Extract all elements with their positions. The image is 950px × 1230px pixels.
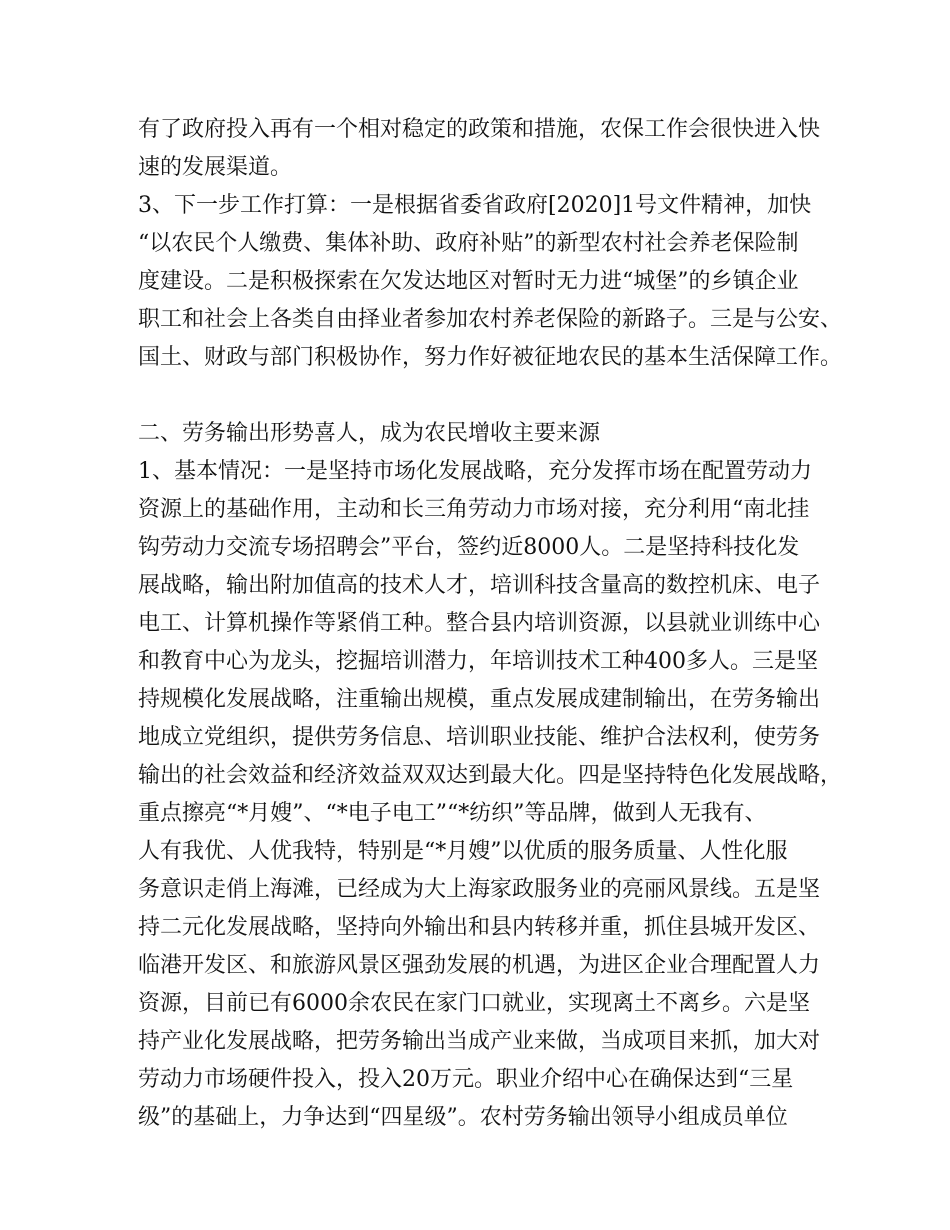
text-line: 资源上的基础作用，主动和长三角劳动力市场对接，充分利用“南北挂 xyxy=(138,497,810,522)
text-line: 地成立党组织，提供劳务信息、培训职业技能、维护合法权利，使劳务 xyxy=(138,725,821,750)
text-line: 输出的社会效益和经济效益双双达到最大化。四是坚持特色化发展战略， xyxy=(138,763,843,788)
text-line: 持产业化发展战略，把劳务输出当成产业来做，当成项目来抓，加大对 xyxy=(138,1029,821,1054)
text-line: 展战略，输出附加值高的技术人才，培训科技含量高的数控机床、电子 xyxy=(138,573,821,598)
text-line: 1、基本情况：一是坚持市场化发展战略，充分发挥市场在配置劳动力 xyxy=(138,459,812,484)
text-line: 持二元化发展战略，坚持向外输出和县内转移并重，抓住县城开发区、 xyxy=(138,915,821,940)
text-line: 电工、计算机操作等紧俏工种。整合县内培训资源，以县就业训练中心 xyxy=(138,611,821,636)
text-line: 有了政府投入再有一个相对稳定的政策和措施，农保工作会很快进入快 xyxy=(138,117,821,142)
text-line: 重点擦亮“*月嫂”、“*电子电工”“*纺织”等品牌，做到人无我有、 xyxy=(138,801,767,826)
document-body xyxy=(138,111,843,1137)
text-line: 职工和社会上各类自由择业者参加农村养老保险的新路子。三是与公安、 xyxy=(138,307,843,332)
text-line: 钩劳动力交流专场招聘会”平台，签约近8000人。二是坚持科技化发 xyxy=(138,535,800,560)
text-line: 劳动力市场硬件投入，投入20万元。职业介绍中心在确保达到“三星 xyxy=(138,1067,794,1092)
text-line: 人有我优、人优我特，特别是“*月嫂”以优质的服务质量、人性化服 xyxy=(138,839,788,864)
text-line: 3、下一步工作打算：一是根据省委省政府[2020]1号文件精神，加快 xyxy=(138,193,812,218)
text-line: 速的发展渠道。 xyxy=(138,155,293,180)
text-line: 度建设。二是积极探索在欠发达地区对暂时无力进“城堡”的乡镇企业 xyxy=(138,269,799,294)
section-heading: 二、劳务输出形势喜人，成为农民增收主要来源 xyxy=(138,421,601,446)
text-line: 级”的基础上，力争达到“四星级”。农村劳务输出领导小组成员单位 xyxy=(138,1105,788,1130)
text-line: 持规模化发展战略，注重输出规模，重点发展成建制输出，在劳务输出 xyxy=(138,687,821,712)
text-line: 国土、财政与部门积极协作，努力作好被征地农民的基本生活保障工作。 xyxy=(138,345,843,370)
paragraph-gap xyxy=(138,377,828,415)
text-line: 临港开发区、和旅游风景区强劲发展的机遇，为进区企业合理配置人力 xyxy=(138,953,821,978)
text-line: “以农民个人缴费、集体补助、政府补贴”的新型农村社会养老保险制 xyxy=(138,231,799,256)
text-line: 和教育中心为龙头，挖掘培训潜力，年培训技术工种400多人。三是坚 xyxy=(138,649,818,674)
text-line: 资源，目前已有6000余农民在家门口就业，实现离土不离乡。六是坚 xyxy=(138,991,810,1016)
text-line: 务意识走俏上海滩，已经成为大上海家政服务业的亮丽风景线。五是坚 xyxy=(138,877,821,902)
